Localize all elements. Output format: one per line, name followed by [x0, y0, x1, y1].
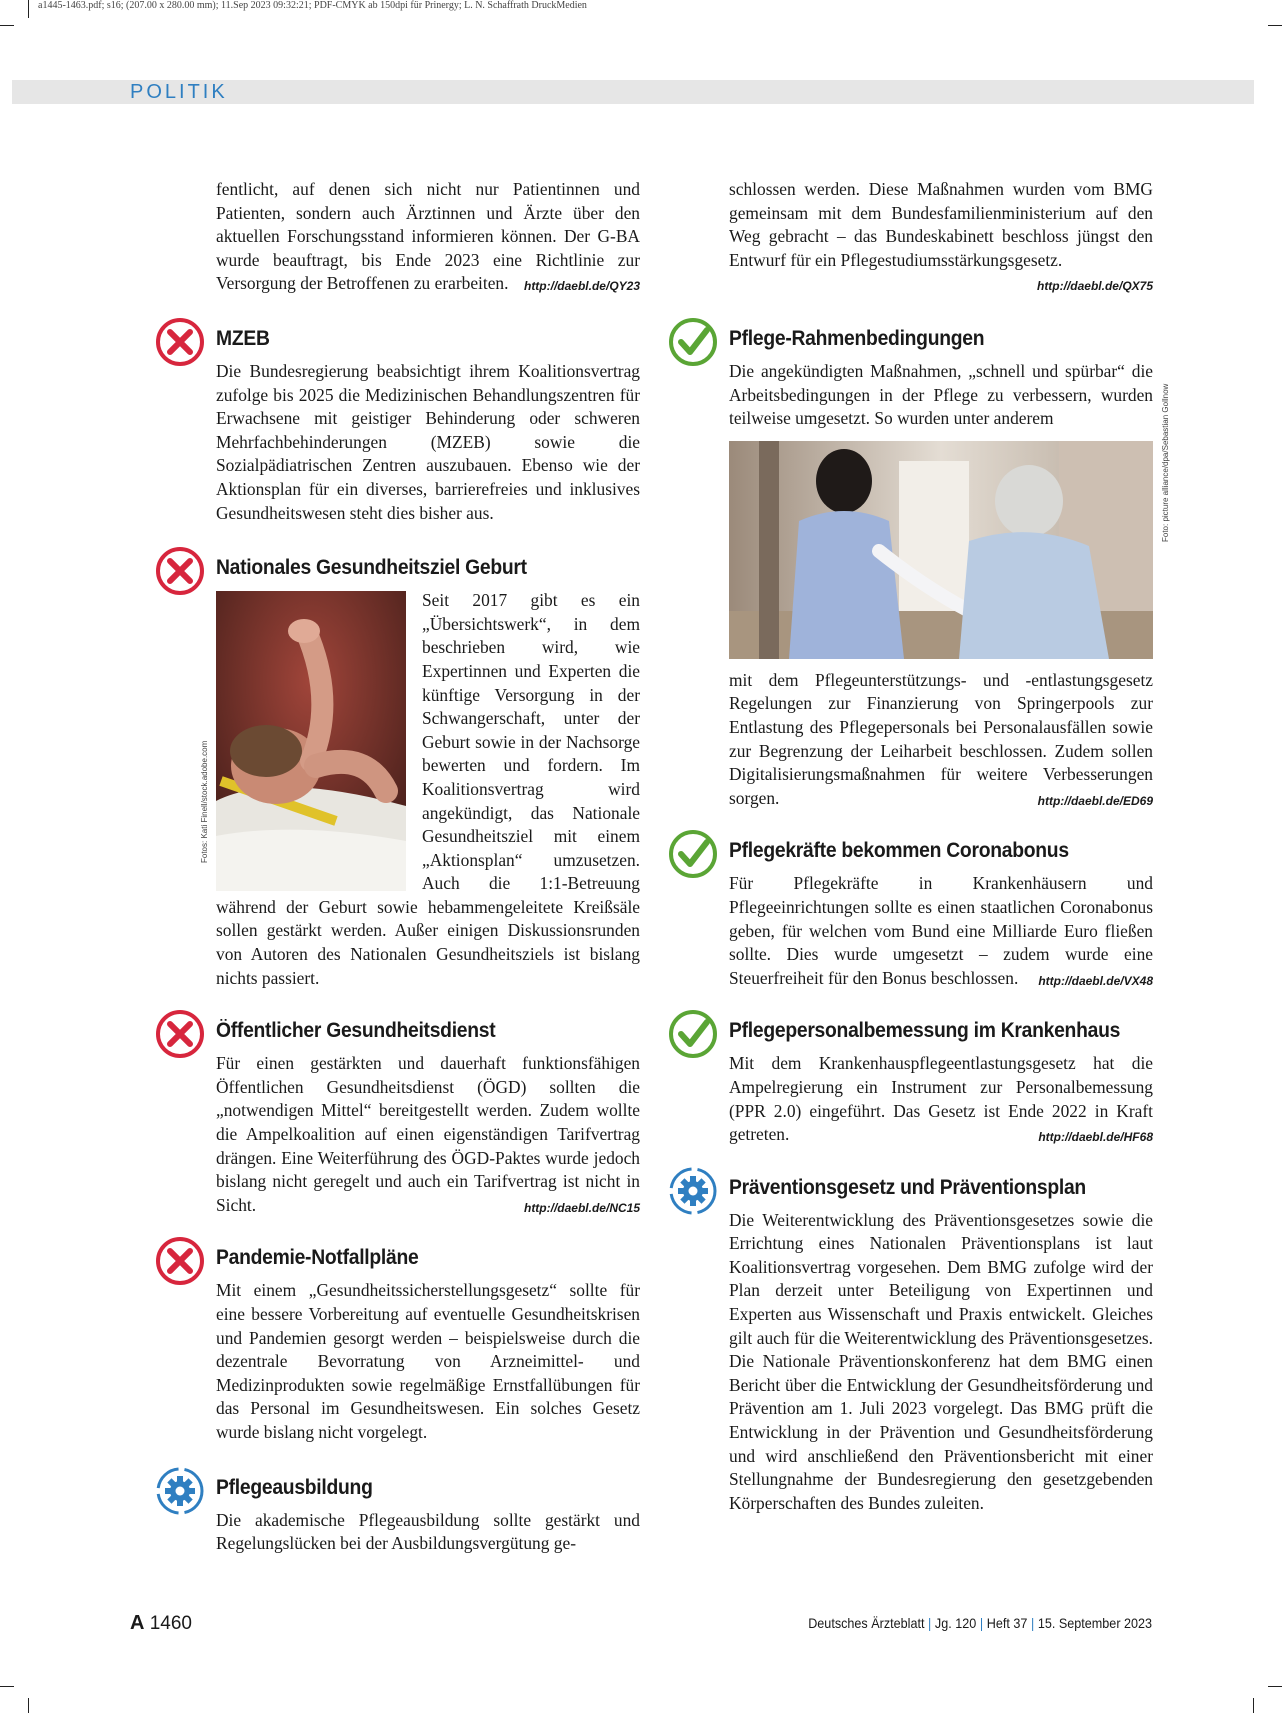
- link-qx75[interactable]: http://daebl.de/QX75: [1036, 279, 1153, 294]
- crop-mark: [0, 25, 14, 26]
- photo-credit: Foto: picture alliance/dpa/Sebastian Gollnow: [1161, 383, 1170, 542]
- right-column: [729, 178, 1170, 1515]
- section-body: [216, 1052, 640, 1217]
- photo-credit: Fotos: Kati Finell/stock.adobe.com: [200, 740, 209, 864]
- section-label: POLITIK: [130, 81, 228, 103]
- crop-mark: [1268, 1686, 1282, 1687]
- check-icon: [667, 828, 719, 880]
- section-title: Pflegekräfte bekommen Coronabonus: [729, 839, 1069, 863]
- link-hf68[interactable]: http://daebl.de/HF68: [1038, 1130, 1153, 1145]
- crop-mark: [0, 1686, 14, 1687]
- section-body-text: Für einen gestärkten und dauerhaft funktionsfähigen Öffentlichen Gesundheitsdienst (ÖGD) sollten die „notwendigen Mittel“ bereitgestellt werden. Zudem wollte die Ampelkoalition auf einen eigenständigen Tarifvertrag drängen. Eine Weiterführung des ÖGD-Paktes wurde jedoch bislang nicht geregelt und auch ein Tarifvertrag ist nicht in Sicht.: [216, 1053, 640, 1215]
- section-title: MZEB: [216, 327, 270, 350]
- right-intro-text: schlossen werden. Diese Maßnahmen wurden vom BMG gemeinsam mit dem Bundesfamilienministerium auf den Weg gebracht – das Bundeskabinett beschloss jüngst den Entwurf für ein Pflegestudiumsstärkungsgesetz.: [729, 179, 1153, 270]
- link-ed69[interactable]: http://daebl.de/ED69: [1037, 793, 1153, 808]
- page-prefix: A: [130, 1612, 145, 1634]
- section-oegd: [216, 1016, 640, 1217]
- journal-name: Deutsches Ärzteblatt: [808, 1615, 925, 1631]
- section-pflegeausbildung: [216, 1473, 640, 1556]
- link-nc15[interactable]: http://daebl.de/NC15: [523, 1200, 640, 1215]
- section-body: Die akademische Pflegeausbildung sollte gestärkt und Regelungslücken bei der Ausbildungsvergütung ge-: [216, 1509, 640, 1554]
- section-coronabonus: [729, 836, 1153, 990]
- left-column: [200, 178, 640, 1556]
- section-gesundheitsziel-geburt: [200, 553, 640, 990]
- section-body: Mit einem „Gesundheitssicherstellungsgesetz“ sollte für eine bessere Vorbereitung auf eventuelle Gesundheitskrisen und Pandemien gesorgt werden – beispielsweise durch die dezentrale Bevorratung von Arzneimittel- und Medizinprodukten sowie regelmäßige Ernstfallübungen für das Personal im Gesundheitswesen. Ein solches Gesetz wurde bislang nicht vorgelegt.: [216, 1280, 640, 1442]
- section-body-text: Für Pflegekräfte in Krankenhäusern und Pflegeeinrichtungen sollte es einen staatlichen Coronabonus geben, für welchen vom Bund eine Milliarde Euro fließen sollte. Dies wurde umgesetzt – zudem wurde eine Steuerfreiheit für den Bonus beschlossen.: [729, 873, 1153, 988]
- gear-icon: [667, 1165, 719, 1217]
- journal-footer: Deutsches Ärzteblatt | Jg. 120 | Heft 37 | 15. September 2023: [808, 1615, 1152, 1631]
- right-intro: [729, 178, 1153, 296]
- check-icon: [667, 1008, 719, 1060]
- journal-date: 15. September 2023: [1037, 1615, 1152, 1631]
- crop-mark: [1253, 1698, 1254, 1713]
- print-slug: a1445-1463.pdf; s16; (207.00 x 280.00 mm); 11.Sep 2023 09:32:21; PDF-CMYK ab 150dpi für Prinergy; L. N. Schaffrath DruckMedien: [38, 0, 587, 11]
- cross-icon: [154, 1235, 206, 1287]
- journal-issue: Heft 37: [986, 1615, 1028, 1631]
- crop-mark: [28, 1698, 29, 1713]
- section-body: Die Bundesregierung beabsichtigt ihrem Koalitionsvertrag zufolge bis 2025 die Medizinischen Behandlungszentren für Erwachsene mit geistiger Behinderung oder schweren Mehrfachbehinderungen (MZEB) sowie die Sozialpädiatrischen Zentren auszubauen. Ebenso wie der Aktionsplan für ein diverses, barrierefreies und inklusives Gesundheitswesen steht dies bisher aus.: [216, 361, 640, 523]
- section-pflege-rahmenbedingungen: [729, 324, 1170, 810]
- left-intro: [216, 178, 640, 296]
- newborn-photo: [216, 591, 406, 891]
- section-body-text: Seit 2017 gibt es ein „Übersichtswerk“, in dem beschrieben wird, wie Expertinnen und Experten die künftige Versorgung in der Schwangerschaft, unter der Geburt sowie in der Nachsorge bewerten und fordern. Im Koalitionsvertrag wird angekündigt, das Nationale Gesundheitsziel mit einem „Aktionsplan“ umzusetzen. Auch die 1:1-Betreuung während der Geburt sowie hebammengeleitete Kreißsäle sollen gestärkt werden. Außer einigen Diskussionsrunden von Autoren des Nationalen Gesundheitsziels ist bislang nichts passiert.: [216, 590, 640, 988]
- section-title: Öffentlicher Gesundheitsdienst: [216, 1019, 496, 1043]
- cross-icon: [154, 316, 206, 368]
- section-pandemie: [216, 1243, 640, 1444]
- section-praevention: [729, 1173, 1153, 1516]
- section-title: Pflegeausbildung: [216, 1475, 373, 1499]
- cross-icon: [154, 1008, 206, 1060]
- section-body: [216, 589, 640, 990]
- crop-mark: [28, 0, 29, 18]
- nurse-photo: [729, 441, 1153, 659]
- section-body-text: mit dem Pflegeunterstützungs- und -entlastungsgesetz Regelungen zur Finanzierung von Springerpools zur Entlastung des Pflegepersonals bei Personalausfällen sowie zur Begrenzung der Leiharbeit beschlossen. Zudem sollen Digitalisierungsmaßnahmen für weitere Verbesserungen sorgen.: [729, 669, 1153, 808]
- page-number: [130, 1612, 192, 1635]
- journal-volume: Jg. 120: [934, 1615, 977, 1631]
- section-body: [729, 872, 1153, 990]
- page-number-value: 1460: [149, 1613, 193, 1634]
- section-body: Die angekündigten Maßnahmen, „schnell und spürbar“ die Arbeitsbedingungen in der Pflege zu verbessern, wurden teilweise umgesetzt. So wurden unter anderem: [729, 361, 1153, 429]
- crop-mark: [1268, 25, 1282, 26]
- section-body: Die Weiterentwicklung des Präventionsgesetzes sowie die Errichtung eines Nationalen Präventionsplans ist laut Koalitionsvertrag vorgesehen. Dem BMG zufolge wird der Plan derzeit unter Beteiligung von Expertinnen und Experten aus Wissenschaft und Praxis entwickelt. Gleiches gilt auch für die Weiterentwicklung des Präventionsgesetzes. Die Nationale Präventionskonferenz hat dem BMG einen Bericht über die Entwicklung der Gesundheitsförderung und Prävention am 1. Juli 2023 vorgelegt. Das BMG prüft die Entwicklung in der Prävention und Gesundheitsförderung und wird anschließend den Präventionsbericht mit einer Stellungnahme der Bundesregierung den gesetzgebenden Körperschaften des Bundes zuleiten.: [729, 1209, 1153, 1513]
- left-intro-text: fentlicht, auf denen sich nicht nur Patientinnen und Patienten, sondern auch Ärztinnen und Ärzte über den aktuellen Forschungsstand informieren können. Der G-BA wurde beauftragt, bis Ende 2023 eine Richtlinie zur Versorgung der Betroffenen zu erarbeiten.: [216, 179, 640, 294]
- link-qy23[interactable]: http://daebl.de/QY23: [523, 279, 640, 294]
- section-title: Pflege-Rahmenbedingungen: [729, 327, 985, 350]
- check-icon: [667, 316, 719, 368]
- section-title: Nationales Gesundheitsziel Geburt: [216, 556, 527, 580]
- link-vx48[interactable]: http://daebl.de/VX48: [1038, 973, 1153, 988]
- section-title: Pandemie-Notfallpläne: [216, 1246, 419, 1270]
- section-title: Präventionsgesetz und Präventionsplan: [729, 1175, 1086, 1199]
- section-body-text: Mit dem Krankenhauspflegeentlastungsgesetz hat die Ampelregierung ein Instrument zur Personalbemessung (PPR 2.0) eingeführt. Das Gesetz ist Ende 2022 in Kraft getreten.: [729, 1053, 1153, 1145]
- cross-icon: [154, 545, 206, 597]
- section-body: [729, 1052, 1153, 1146]
- gear-icon: [154, 1465, 206, 1517]
- section-title: Pflegepersonalbemessung im Krankenhaus: [729, 1019, 1121, 1043]
- section-body-continued: [729, 669, 1153, 811]
- section-pflegepersonalbemessung: [729, 1016, 1153, 1146]
- section-mzeb: [216, 324, 640, 525]
